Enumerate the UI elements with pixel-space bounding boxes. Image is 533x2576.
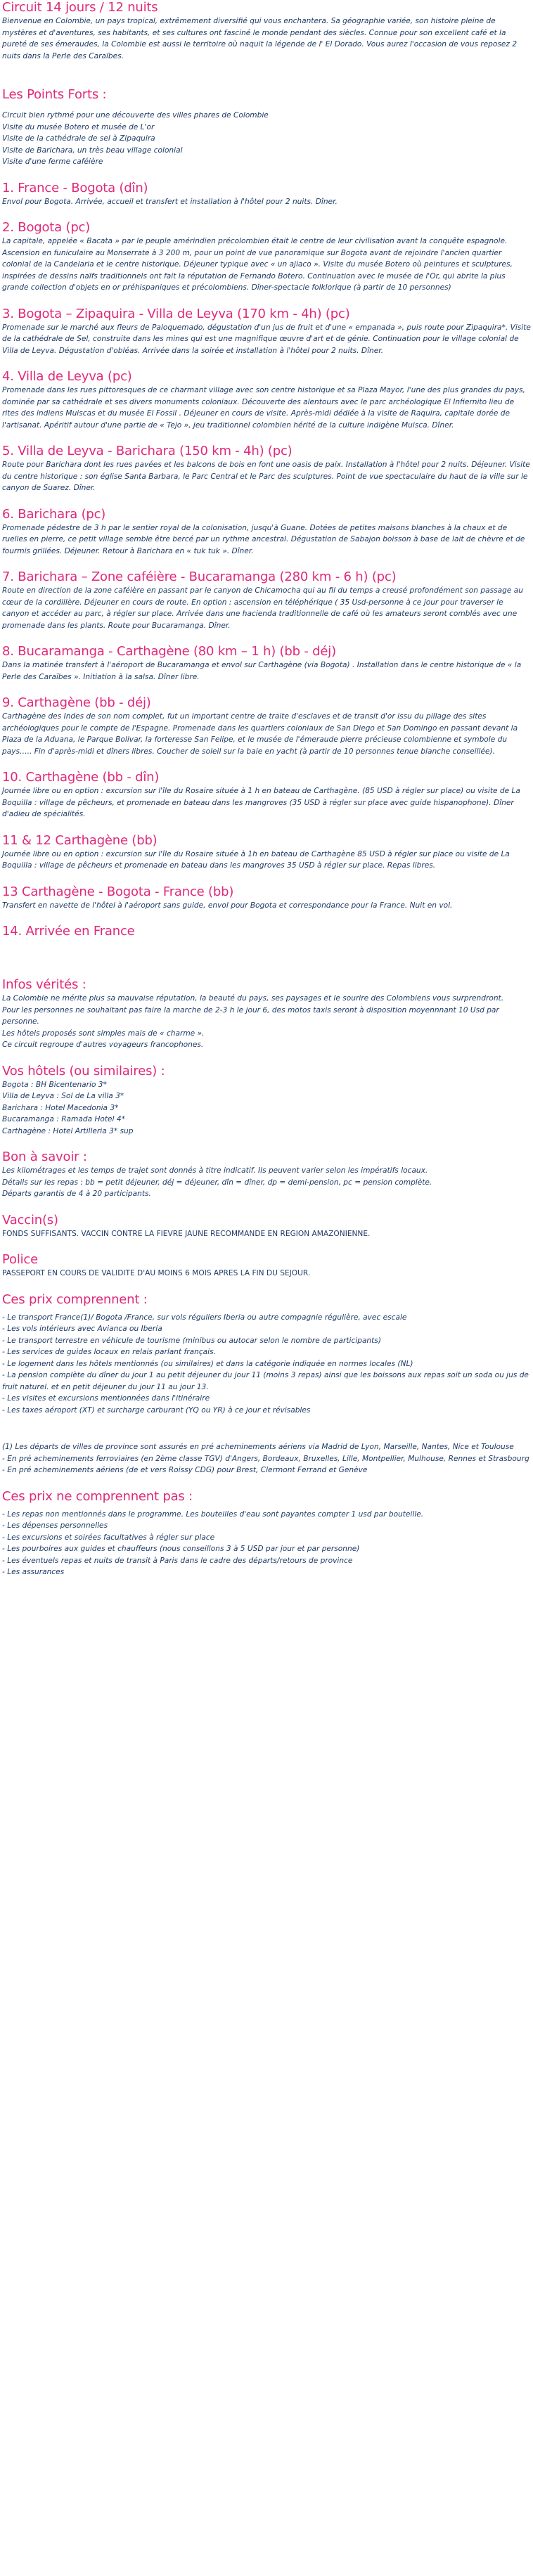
day-heading: 9. Carthagène (bb - déj) [2, 695, 151, 710]
hotels-heading: Vos hôtels (ou similaires) : [2, 1063, 165, 1078]
day-text: Journée libre ou en option : excursion sur l'île du Rosaire située à 1 h en bateau de Carthagène. (85 USD à régler sur place) ou visite de La Boquilla : village de pêcheurs, et promenade en bateau dans les mangroves (35 USD à régler sur place avec guide hispanophone). Dîner d'adieu de spécialités. [2, 787, 520, 818]
day-text: Dans la matinée transfert à l'aéroport de Bucaramanga et envol sur Carthagène (via Bogota) . Installation dans le centre historique de « la Perle des Caraïbes ». Initiation à la salsa. Dîner libre. [2, 661, 522, 681]
page-title: Circuit 14 jours / 12 nuits [2, 0, 158, 15]
day-heading: 14. Arrivée en France [2, 924, 135, 939]
bon-savoir-line: Les kilométrages et les temps de trajet sont donnés à titre indicatif. Ils peuvent varier selon les impératifs locaux. [2, 1166, 428, 1175]
day-section [2, 220, 531, 294]
vaccins-text: FONDS SUFFISANTS. VACCIN CONTRE LA FIEVRE JAUNE RECOMMANDE EN REGION AMAZONIENNE. [2, 1229, 371, 1238]
prix-comprennent-note: - En pré acheminements ferroviaires (en 2ème classe TGV) d'Angers, Bordeaux, Bruxelles, Lille, Montpellier, Mulhouse, Rennes et Strasbourg [2, 1454, 529, 1463]
prix-comprennent-heading: Ces prix comprennent : [2, 1292, 148, 1307]
day-section [2, 569, 531, 631]
prix-comprennent-line: - Le transport France(1)/ Bogota /France, sur vols réguliers Iberia ou autre compagnie régulière, avec escale [2, 1313, 407, 1322]
prix-comprennent-line: - Le transport terrestre en véhicule de tourisme (minibus ou autocar selon le nombre de participants) [2, 1336, 381, 1345]
day-section [2, 181, 531, 208]
prix-ne-comprennent-pas-line: - Les excursions et soirées facultatives à régler sur place [2, 1533, 215, 1542]
bon-savoir-line: Détails sur les repas : bb = petit déjeuner, déj = déjeuner, dîn = dîner, dp = demi-pension, pc = pension complète. [2, 1178, 432, 1187]
day-section [2, 444, 531, 494]
prix-ne-comprennent-pas-line: - Les pourboires aux guides et chauffeurs (nous conseillons 3 à 5 USD par jour et par personne) [2, 1545, 360, 1553]
vaccins-heading: Vaccin(s) [2, 1212, 58, 1228]
day-section [2, 369, 531, 431]
day-heading: 11 & 12 Carthagène (bb) [2, 832, 158, 848]
day-text: Journée libre ou en option : excursion sur l'île du Rosaire située à 1h en bateau de Carthagène 85 USD à régler sur place ou visite de La Boquilla : village de pêcheurs et promenade en bateau dans les mangroves 35 USD à régler sur place. Repas libres. [2, 849, 510, 870]
points-forts-heading: Les Points Forts : [2, 87, 107, 102]
bon-savoir-heading: Bon à savoir : [2, 1149, 87, 1164]
prix-comprennent-note: - En pré acheminements aériens (de et vers Roissy CDG) pour Brest, Clermont Ferrand et Genève [2, 1466, 368, 1474]
points-forts-item: Circuit bien rythmé pour une découverte des villes phares de Colombie [2, 111, 269, 120]
prix-ne-comprennent-pas-heading: Ces prix ne comprennent pas : [2, 1488, 193, 1504]
day-heading: 3. Bogota – Zipaquira - Villa de Leyva (170 km - 4h) (pc) [2, 306, 350, 321]
day-text: Promenade sur le marché aux fleurs de Paloquemado, dégustation d'un jus de fruit et d'une « empanada », puis route pour Zipaquira*. Visite de la cathédrale de Sel, construite dans les mines qui est une magnifique œuvre d'art et de génie. Continuation pour le village colonial de Villa de Leyva. Dégustation d'obléas. Arrivée dans la soirée et installation à l'hôtel pour 2 nuits. Dîner. [2, 323, 531, 355]
day-heading: 6. Barichara (pc) [2, 506, 106, 522]
hotel-line: Bucaramanga : Ramada Hotel 4* [2, 1115, 125, 1123]
day-heading: 5. Villa de Leyva - Barichara (150 km - 4h) (pc) [2, 444, 293, 458]
police-text: PASSEPORT EN COURS DE VALIDITE D'AU MOINS 6 MOIS APRES LA FIN DU SEJOUR. [2, 1269, 311, 1277]
prix-comprennent-line: - La pension complète du dîner du jour 1 au petit déjeuner du jour 11 (moins 3 repas) ainsi que les boissons aux repas soit un soda ou jus de fruit naturel. et en petit déjeuner du jour 11 au jour 13. [2, 1371, 529, 1391]
day-section [2, 307, 531, 357]
prix-comprennent-line: - Les taxes aéroport (XT) et surcharge carburant (YQ ou YR) à ce jour et révisables [2, 1405, 311, 1415]
points-forts-item: Visite d'une ferme caféière [2, 157, 103, 166]
infos-section [2, 977, 531, 1051]
infos-line: Pour les personnes ne souhaitant pas faire la marche de 2-3 h le jour 6, des motos taxis seront à disposition moyennnant 10 Usd par personne. [2, 1005, 499, 1026]
day-section [2, 644, 531, 683]
day-text: Carthagène des Indes de son nom complet, fut un important centre de traite d'esclaves et de transit d'or issu du pillage des sites archéologiques pour le compte de l'Espagne. Promenade dans les quartiers coloniaux de San Diego et San Domingo en passant devant la Plaza de la Aduana, le Parque Bolivar, la forteresse San Felipe, et le musée de l'émeraude pierre précieuse colombienne et symbole du pays….. Fin d'après-midi et dîners libres. Coucher de soleil sur la baie en yacht (à partir de 10 personnes tenue blanche conseillée). [2, 712, 518, 756]
day-section [2, 833, 531, 872]
vaccins-section [2, 1213, 531, 1240]
prix-comprennent-line: - Le logement dans les hôtels mentionnés (ou similaires) et dans la catégorie indiquée en normes locales (NL) [2, 1359, 413, 1368]
prix-comprennent-line: - Les visites et excursions mentionnées dans l'itinéraire [2, 1394, 210, 1403]
day-heading: 8. Bucaramanga - Carthagène (80 km – 1 h) (bb - déj) [2, 644, 336, 659]
prix-comprennent-note: (1) Les départs de villes de province sont assurés en pré acheminements aériens via Madrid de Lyon, Marseille, Nantes, Nice et Toulouse [2, 1443, 514, 1451]
prix-ne-comprennent-pas-line: - Les dépenses personnelles [2, 1521, 108, 1530]
day-heading: 2. Bogota (pc) [2, 220, 91, 235]
day-text: Route pour Barichara dont les rues pavées et les balcons de bois en font une oasis de paix. Installation à l'hôtel pour 2 nuits. Déjeuner. Visite du centre historique : son église Santa Barbara, le Parc Central et le Parc des sculptures. Point de vue spectaculaire du haut de la ville sur le canyon de Suarez. Dîner. [2, 461, 530, 492]
hotel-line: Bogota : BH Bicentenario 3* [2, 1080, 107, 1089]
infos-line: La Colombie ne mérite plus sa mauvaise réputation, la beauté du pays, ses paysages et le sourire des Colombiens vous surprendront. [2, 994, 504, 1003]
infos-line: Les hôtels proposés sont simples mais de « charme ». [2, 1029, 205, 1038]
police-section [2, 1252, 531, 1280]
hotels-section [2, 1064, 531, 1138]
day-heading: 13 Carthagène - Bogota - France (bb) [2, 884, 234, 899]
day-heading: 4. Villa de Leyva (pc) [2, 369, 132, 384]
day-text: Promenade dans les rues pittoresques de ce charmant village avec son centre historique et sa Plaza Mayor, l'une des plus grandes du pays, dominée par sa cathédrale et ses divers monuments coloniaux. Découverte des alentours avec le parc archéologique El Infiernito lieu de rites des indiens Muiscas et du musée El Fossil . Déjeuner en cours de visite. Après-midi dédiée à la visite de Raquira, capitale dorée de l'artisanat. Apéritif autour d'une partie de « Tejo », jeu traditionnel colombien hérité de la culture indigène Muisca. Dîner. [2, 386, 525, 430]
day-section [2, 507, 531, 558]
bon-savoir-section [2, 1149, 531, 1200]
points-forts-section [2, 87, 531, 168]
hotel-line: Villa de Leyva : Sol de La villa 3* [2, 1092, 124, 1100]
intro-paragraph: Bienvenue en Colombie, un pays tropical, extrêmement diversifié qui vous enchantera. Sa géographie variée, son histoire pleine de mystères et d'aventures, ses habitants, et ses cultures ont fasciné le monde pendant des siècles. Connue pour son excellent café et la pureté de ses émeraudes, la Colombie est aussi le territoire où naquit la légende de l' El Dorado. Vous aurez l'occasion de vous reposez 2 nuits dans la Perle des Caraïbes. [2, 17, 518, 60]
day-text: Route en direction de la zone caféière en passant par le canyon de Chicamocha qui au fil du temps a creusé profondément son passage au cœur de la cordillère. Déjeuner en cours de route. En option : ascension en téléphérique ( 35 Usd-personne à ce jour pour traverser le canyon et accéder au parc, à régler sur place. Arrivée dans une hacienda traditionnelle de café où les amateurs seront comblés avec une promenade dans les plants. Route pour Bucaramanga. Dîner. [2, 586, 523, 630]
day-text: Envol pour Bogota. Arrivée, accueil et transfert et installation à l'hôtel pour 2 nuits. Dîner. [2, 197, 338, 206]
points-forts-item: Visite du musée Botero et musée de L'or [2, 122, 155, 131]
day-text: La capitale, appelée « Bacata » par le peuple amérindien précolombien était le centre de leur civilisation avant la conquête espagnole. Ascension en funiculaire au Monserrate à 3 200 m, pour un point de vue panoramique sur Bogota avant de rejoindre l'ancien quartier colonial de la Candelaria et le centre historique. Déjeuner typique avec « un ajiaco ». Visite du musée Botero où peintures et sculptures, inspirées de dessins naïfs traditionnels ont fait la réputation de Fernando Botero. Continuation avec le musée de l'Or, qui abrite la plus grande collection d'objets en or préhispaniques et précolombiens. Dîner-spectacle folklorique (à partir de 10 personnes) [2, 237, 513, 292]
prix-ne-comprennent-pas-line: - Les éventuels repas et nuits de transit à Paris dans le cadre des départs/retours de province [2, 1556, 353, 1565]
prix-comprennent-line: - Les services de guides locaux en relais parlant français. [2, 1348, 216, 1356]
day-section [2, 924, 531, 939]
day-heading: 1. France - Bogota (dîn) [2, 180, 148, 195]
infos-line: Ce circuit regroupe d'autres voyageurs francophones. [2, 1041, 204, 1049]
day-heading: 7. Barichara – Zone caféière - Bucaramanga (280 km - 6 h) (pc) [2, 569, 397, 584]
bon-savoir-line: Départs garantis de 4 à 20 participants. [2, 1190, 151, 1198]
prix-comprennent-line: - Les vols intérieurs avec Avianca ou Iberia [2, 1325, 162, 1333]
day-heading: 10. Carthagène (bb - dîn) [2, 770, 160, 785]
hotel-line: Carthagène : Hotel Artilleria 3* sup [2, 1126, 134, 1135]
points-forts-item: Visite de la cathédrale de sel à Zipaquira [2, 134, 155, 143]
police-heading: Police [2, 1252, 38, 1267]
prix-comprennent-section [2, 1292, 531, 1476]
prix-ne-comprennent-pas-line: - Les repas non mentionnés dans le programme. Les bouteilles d'eau sont payantes compter 1 usd par bouteille. [2, 1509, 424, 1519]
day-section [2, 770, 531, 820]
day-text: Promenade pédestre de 3 h par le sentier royal de la colonisation, jusqu'à Guane. Dotées de petites maisons blanches à la chaux et de ruelles en pierre, ce petit village semble être bercé par un rythme ancestral. Dégustation de Sabajon boisson à base de lait de chèvre et de fourmis grillées. Déjeuner. Retour à Barichara en « tuk tuk ». Dîner. [2, 523, 525, 555]
infos-heading: Infos vérités : [2, 977, 86, 992]
prix-ne-comprennent-pas-section [2, 1489, 531, 1578]
day-text: Transfert en navette de l'hôtel à l'aéroport sans guide, envol pour Bogota et correspondance pour la France. Nuit en vol. [2, 901, 453, 910]
day-section [2, 884, 531, 912]
hotel-line: Barichara : Hotel Macedonia 3* [2, 1103, 119, 1112]
prix-ne-comprennent-pas-line: - Les assurances [2, 1568, 65, 1576]
day-section [2, 695, 531, 757]
points-forts-item: Visite de Barichara, un très beau village colonial [2, 146, 183, 155]
